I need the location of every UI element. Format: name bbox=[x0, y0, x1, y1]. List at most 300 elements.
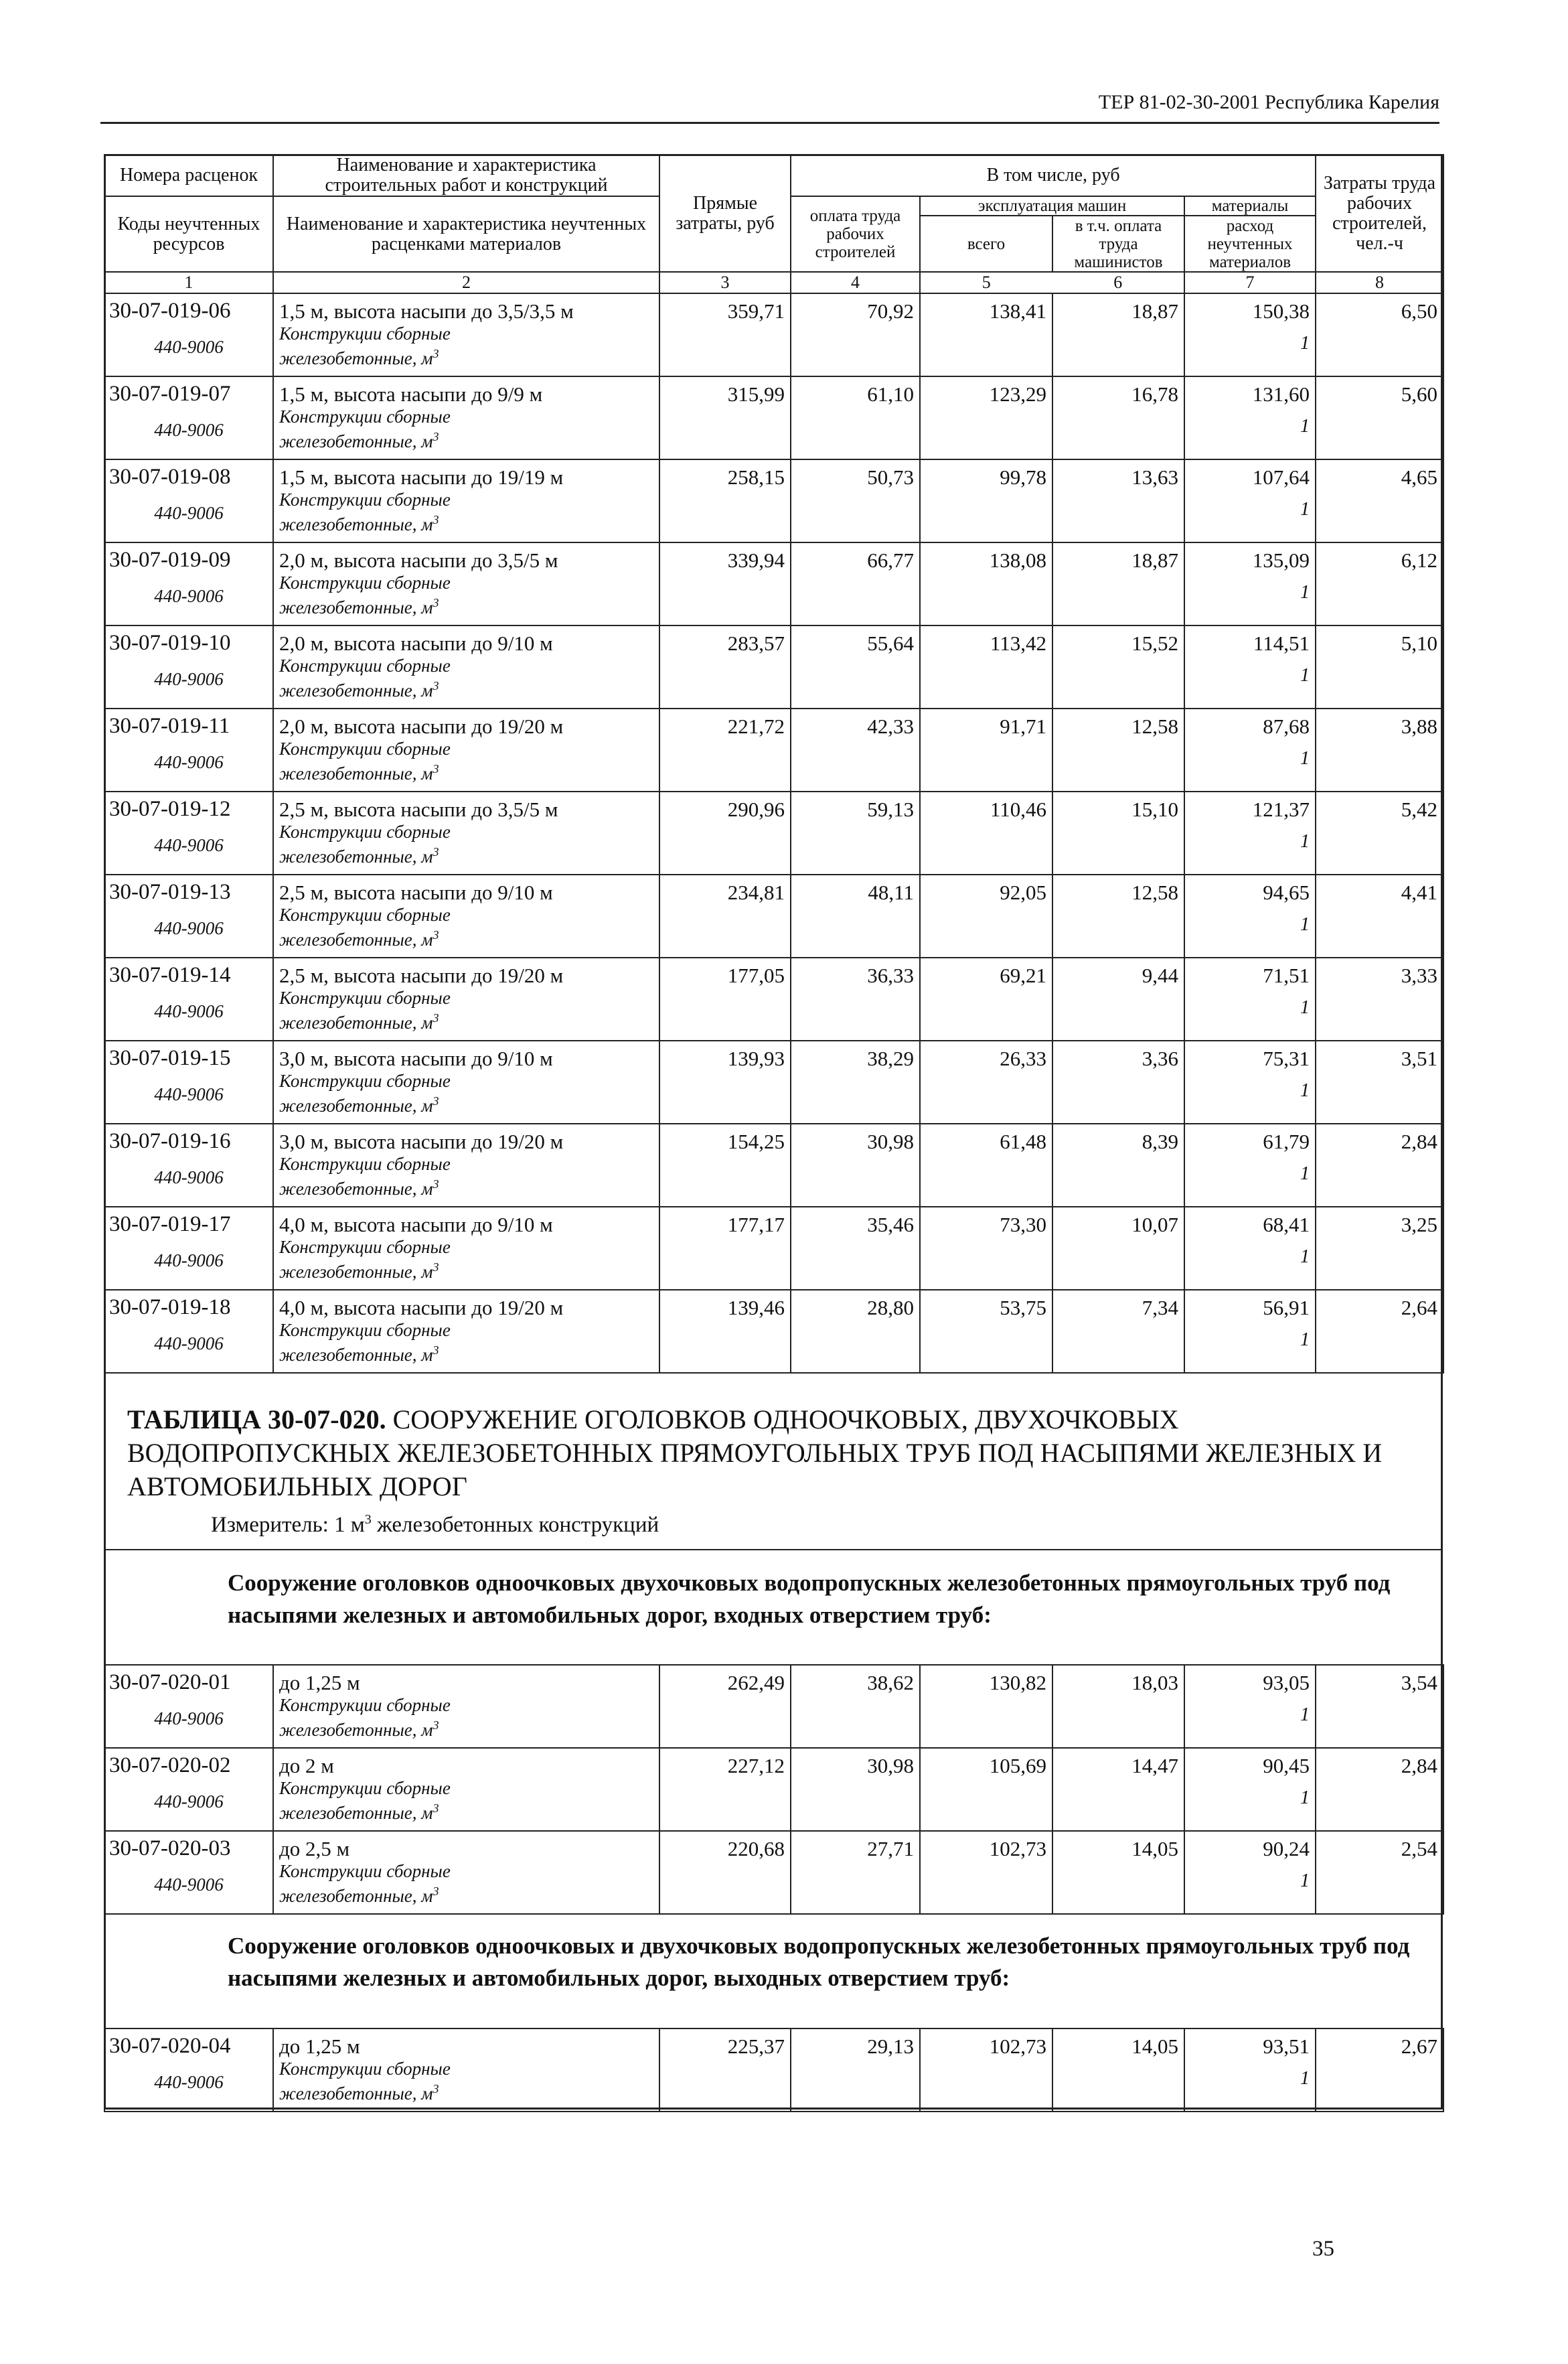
machine-cost: 113,42 bbox=[920, 625, 1052, 709]
rate-code-cell bbox=[104, 1290, 273, 1373]
machine-cost: 92,05 bbox=[920, 875, 1052, 958]
labor-hours: 3,54 bbox=[1316, 1665, 1443, 1748]
resource-name-text: железобетонные, м bbox=[279, 1345, 433, 1365]
header-labor: оплата труда рабочих строителей bbox=[791, 196, 920, 272]
rate-name: 1,5 м, высота насыпи до 3,5/3,5 м bbox=[279, 299, 574, 323]
materials-cell bbox=[1184, 1124, 1316, 1207]
resource-name-text: железобетонные, м bbox=[279, 1096, 433, 1116]
labor-cost: 61,10 bbox=[791, 376, 920, 459]
labor-hours: 2,84 bbox=[1316, 1124, 1443, 1207]
labor-hours: 3,25 bbox=[1316, 1207, 1443, 1290]
labor-cost: 48,11 bbox=[791, 875, 920, 958]
rate-code-cell bbox=[104, 459, 273, 542]
rate-name: 2,5 м, высота насыпи до 19/20 м bbox=[279, 964, 564, 987]
header-machines: эксплуатация машин bbox=[920, 196, 1184, 216]
rate-name-cell bbox=[273, 1665, 659, 1748]
resource-name-line1: Конструкции сборные bbox=[279, 1695, 451, 1715]
materials-cost: 61,79 bbox=[1263, 1130, 1310, 1153]
measure-sup: 3 bbox=[364, 1512, 372, 1527]
resource-name-line2 bbox=[279, 842, 653, 867]
resource-quantity: 1 bbox=[1300, 582, 1310, 603]
rate-code-cell bbox=[104, 542, 273, 625]
resource-name-line1: Конструкции сборные bbox=[279, 1320, 451, 1340]
materials-cell bbox=[1184, 542, 1316, 625]
rate-name: до 1,25 м bbox=[279, 2035, 360, 2058]
resource-code: 440-9006 bbox=[154, 1167, 224, 1187]
table-row bbox=[104, 1041, 1443, 1124]
materials-cell bbox=[1184, 709, 1316, 792]
resource-unit-sup: 3 bbox=[433, 845, 439, 859]
materials-cost: 68,41 bbox=[1263, 1213, 1310, 1236]
rate-name-cell bbox=[273, 709, 659, 792]
operator-labor-cost: 16,78 bbox=[1052, 376, 1184, 459]
resource-name-line1: Конструкции сборные bbox=[279, 323, 451, 344]
rate-name: 2,0 м, высота насыпи до 3,5/5 м bbox=[279, 548, 558, 572]
operator-labor-cost: 18,87 bbox=[1052, 293, 1184, 376]
measure-unit bbox=[211, 1512, 659, 1538]
operator-labor-cost: 14,05 bbox=[1052, 2028, 1184, 2112]
rate-code-cell bbox=[104, 1665, 273, 1748]
rate-name: до 2,5 м bbox=[279, 1837, 350, 1860]
operator-labor-cost: 9,44 bbox=[1052, 958, 1184, 1041]
table-title-label: ТАБЛИЦА 30-07-020. bbox=[127, 1404, 386, 1434]
resource-unit-sup: 3 bbox=[433, 679, 439, 692]
resource-code: 440-9006 bbox=[154, 669, 224, 689]
measure-prefix: Измеритель: 1 м bbox=[211, 1513, 365, 1537]
rate-code: 30-07-019-18 bbox=[109, 1295, 231, 1319]
column-number bbox=[920, 272, 1184, 293]
table-row bbox=[104, 1665, 1443, 1748]
labor-cost: 38,62 bbox=[791, 1665, 920, 1748]
rate-name-cell bbox=[273, 376, 659, 459]
table-row bbox=[104, 459, 1443, 542]
resource-name-line2 bbox=[279, 344, 653, 368]
resource-name-line1: Конструкции сборные bbox=[279, 573, 451, 593]
resource-name-text: железобетонные, м bbox=[279, 680, 433, 700]
operator-labor-cost: 12,58 bbox=[1052, 709, 1184, 792]
table-row bbox=[104, 1207, 1443, 1290]
resource-name-line2 bbox=[279, 510, 653, 534]
labor-cost: 36,33 bbox=[791, 958, 920, 1041]
resource-name-line1: Конструкции сборные bbox=[279, 656, 451, 676]
resource-name-text: железобетонные, м bbox=[279, 2083, 433, 2103]
rate-code: 30-07-019-09 bbox=[109, 548, 231, 572]
labor-cost: 38,29 bbox=[791, 1041, 920, 1124]
table-row bbox=[104, 1831, 1443, 1914]
running-header: ТЕР 81-02-30-2001 Республика Карелия bbox=[1098, 91, 1439, 113]
resource-name-line1: Конструкции сборные bbox=[279, 1071, 451, 1091]
machine-cost: 53,75 bbox=[920, 1290, 1052, 1373]
resource-name-line1: Конструкции сборные bbox=[279, 739, 451, 759]
resource-code: 440-9006 bbox=[154, 918, 224, 938]
section-heading-outlet: Сооружение оголовков одноочковых и двухочковых водопропускных железобетонных прямоугольных труб под насыпями железных и автомобильных дорог, выходных отверстием труб: bbox=[228, 1933, 1410, 1991]
resource-quantity: 1 bbox=[1300, 748, 1310, 769]
operator-labor-cost: 15,52 bbox=[1052, 625, 1184, 709]
operator-labor-cost: 8,39 bbox=[1052, 1124, 1184, 1207]
machine-cost: 138,08 bbox=[920, 542, 1052, 625]
rate-code-cell bbox=[104, 875, 273, 958]
table-row bbox=[104, 709, 1443, 792]
materials-cost: 121,37 bbox=[1252, 798, 1310, 821]
resource-quantity: 1 bbox=[1300, 1704, 1310, 1725]
labor-hours: 5,60 bbox=[1316, 376, 1443, 459]
materials-cost: 71,51 bbox=[1263, 964, 1310, 987]
materials-cell bbox=[1184, 1041, 1316, 1124]
materials-cell bbox=[1184, 459, 1316, 542]
materials-cell bbox=[1184, 625, 1316, 709]
resource-name-line2 bbox=[279, 1174, 653, 1199]
resource-name-line2 bbox=[279, 1715, 653, 1740]
rate-code-cell bbox=[104, 792, 273, 875]
measure-suffix: железобетонных конструкций bbox=[371, 1513, 659, 1537]
direct-cost: 283,57 bbox=[659, 625, 791, 709]
direct-cost: 290,96 bbox=[659, 792, 791, 875]
resource-code: 440-9006 bbox=[154, 1874, 224, 1895]
labor-hours: 6,12 bbox=[1316, 542, 1443, 625]
rate-code: 30-07-020-02 bbox=[109, 1753, 231, 1777]
rate-name-cell bbox=[273, 792, 659, 875]
machine-cost: 105,69 bbox=[920, 1748, 1052, 1831]
materials-cell bbox=[1184, 1748, 1316, 1831]
resource-name-line2 bbox=[279, 1340, 653, 1365]
machine-cost: 73,30 bbox=[920, 1207, 1052, 1290]
resource-name-text: железобетонные, м bbox=[279, 1179, 433, 1199]
rate-name: 2,0 м, высота насыпи до 19/20 м bbox=[279, 715, 564, 738]
resource-name-text: железобетонные, м bbox=[279, 1262, 433, 1282]
rate-name-cell bbox=[273, 1831, 659, 1914]
rate-name: 1,5 м, высота насыпи до 19/19 м bbox=[279, 465, 564, 489]
operator-labor-cost: 10,07 bbox=[1052, 1207, 1184, 1290]
labor-hours: 6,50 bbox=[1316, 293, 1443, 376]
operator-labor-cost: 3,36 bbox=[1052, 1041, 1184, 1124]
rate-name: до 2 м bbox=[279, 1754, 334, 1777]
direct-cost: 154,25 bbox=[659, 1124, 791, 1207]
rate-name-cell bbox=[273, 293, 659, 376]
direct-cost: 177,05 bbox=[659, 958, 791, 1041]
rate-code: 30-07-019-12 bbox=[109, 797, 231, 821]
direct-cost: 225,37 bbox=[659, 2028, 791, 2112]
resource-name-line1: Конструкции сборные bbox=[279, 1154, 451, 1174]
machine-cost: 138,41 bbox=[920, 293, 1052, 376]
materials-cost: 75,31 bbox=[1263, 1047, 1310, 1070]
table-title bbox=[127, 1403, 1439, 1503]
operator-labor-cost: 13,63 bbox=[1052, 459, 1184, 542]
direct-cost: 139,93 bbox=[659, 1041, 791, 1124]
header-direct: Прямые затраты, руб bbox=[659, 155, 791, 272]
materials-cost: 135,09 bbox=[1252, 548, 1310, 572]
labor-cost: 28,80 bbox=[791, 1290, 920, 1373]
header-machines-total: всего bbox=[920, 216, 1052, 272]
section-heading-inlet: Сооружение оголовков одноочковых двухочковых водопропускных железобетонных прямоугольных труб под насыпями железных и автомобильных дорог, входных отверстием труб: bbox=[228, 1570, 1391, 1628]
header-name-bottom: Наименование и характеристика неучтенных расценками материалов bbox=[273, 196, 659, 272]
materials-cost: 94,65 bbox=[1263, 881, 1310, 904]
resource-name-text: железобетонные, м bbox=[279, 930, 433, 950]
rate-code-cell bbox=[104, 709, 273, 792]
resource-quantity: 1 bbox=[1300, 1329, 1310, 1350]
resource-quantity: 1 bbox=[1300, 1080, 1310, 1101]
resource-quantity: 1 bbox=[1300, 1246, 1310, 1267]
resource-quantity: 1 bbox=[1300, 499, 1310, 520]
labor-cost: 30,98 bbox=[791, 1124, 920, 1207]
materials-cost: 90,45 bbox=[1263, 1754, 1310, 1777]
resource-code: 440-9006 bbox=[154, 1250, 224, 1270]
operator-labor-cost: 15,10 bbox=[1052, 792, 1184, 875]
column-number: 4 bbox=[791, 272, 920, 293]
resource-name-line2 bbox=[279, 1257, 653, 1282]
resource-unit-sup: 3 bbox=[433, 2082, 439, 2095]
resource-name-text: железобетонные, м bbox=[279, 348, 433, 368]
direct-cost: 262,49 bbox=[659, 1665, 791, 1748]
rate-code-cell bbox=[104, 1748, 273, 1831]
labor-hours: 3,88 bbox=[1316, 709, 1443, 792]
table-row bbox=[104, 293, 1443, 376]
resource-quantity: 1 bbox=[1300, 1787, 1310, 1808]
resource-name-line1: Конструкции сборные bbox=[279, 2059, 451, 2079]
resource-quantity: 1 bbox=[1300, 2068, 1310, 2089]
rate-code: 30-07-019-10 bbox=[109, 631, 231, 655]
page-number: 35 bbox=[1312, 2237, 1334, 2261]
machine-cost: 130,82 bbox=[920, 1665, 1052, 1748]
resource-name-line2 bbox=[279, 1091, 653, 1116]
resource-name-line2 bbox=[279, 593, 653, 617]
column-number: 7 bbox=[1184, 272, 1316, 293]
resource-name-line2 bbox=[279, 2079, 653, 2103]
resource-name-text: железобетонные, м bbox=[279, 1720, 433, 1740]
direct-cost: 227,12 bbox=[659, 1748, 791, 1831]
rate-name-cell bbox=[273, 1124, 659, 1207]
header-code-top: Номера расценок bbox=[104, 155, 273, 196]
resource-unit-sup: 3 bbox=[433, 1885, 439, 1898]
resource-name-line2 bbox=[279, 1008, 653, 1033]
rate-name-cell bbox=[273, 625, 659, 709]
resource-name-line2 bbox=[279, 676, 653, 700]
table-row bbox=[104, 2028, 1443, 2112]
direct-cost: 177,17 bbox=[659, 1207, 791, 1290]
rate-code-cell bbox=[104, 293, 273, 376]
resource-code: 440-9006 bbox=[154, 752, 224, 772]
resource-unit-sup: 3 bbox=[433, 513, 439, 526]
operator-labor-cost: 18,03 bbox=[1052, 1665, 1184, 1748]
materials-cell bbox=[1184, 792, 1316, 875]
labor-cost: 30,98 bbox=[791, 1748, 920, 1831]
labor-hours: 4,65 bbox=[1316, 459, 1443, 542]
rates-table-020-inlet bbox=[104, 1664, 1444, 1915]
rate-code-cell bbox=[104, 2028, 273, 2112]
rate-code-cell bbox=[104, 376, 273, 459]
rate-name-cell bbox=[273, 875, 659, 958]
table-row bbox=[104, 1748, 1443, 1831]
resource-name-line1: Конструкции сборные bbox=[279, 1778, 451, 1798]
header-materials: материалы bbox=[1184, 196, 1316, 216]
labor-hours: 2,67 bbox=[1316, 2028, 1443, 2112]
rate-code: 30-07-019-16 bbox=[109, 1129, 231, 1153]
materials-cost: 56,91 bbox=[1263, 1296, 1310, 1319]
direct-cost: 258,15 bbox=[659, 459, 791, 542]
resource-unit-sup: 3 bbox=[433, 347, 439, 360]
resource-quantity: 1 bbox=[1300, 333, 1310, 354]
column-number: 5 bbox=[982, 273, 991, 292]
materials-cost: 107,64 bbox=[1252, 465, 1310, 489]
rate-code-cell bbox=[104, 1207, 273, 1290]
rate-name-cell bbox=[273, 1207, 659, 1290]
resource-code: 440-9006 bbox=[154, 586, 224, 606]
labor-cost: 29,13 bbox=[791, 2028, 920, 2112]
rate-code-cell bbox=[104, 1831, 273, 1914]
resource-unit-sup: 3 bbox=[433, 762, 439, 775]
resource-name-line1: Конструкции сборные bbox=[279, 988, 451, 1008]
operator-labor-cost: 14,05 bbox=[1052, 1831, 1184, 1914]
column-numbers-row bbox=[104, 272, 1443, 293]
rate-code: 30-07-019-11 bbox=[109, 714, 230, 738]
resource-name-text: железобетонные, м bbox=[279, 514, 433, 534]
resource-unit-sup: 3 bbox=[433, 1801, 439, 1815]
measure-rule bbox=[104, 1549, 1443, 1550]
machine-cost: 99,78 bbox=[920, 459, 1052, 542]
rates-020-outlet-body bbox=[104, 2028, 1443, 2112]
header-materials-spend: расход неучтенных материалов bbox=[1184, 216, 1316, 272]
labor-hours: 3,33 bbox=[1316, 958, 1443, 1041]
resource-code: 440-9006 bbox=[154, 1084, 224, 1104]
resource-name-line2 bbox=[279, 1798, 653, 1823]
rate-name-cell bbox=[273, 542, 659, 625]
labor-cost: 50,73 bbox=[791, 459, 920, 542]
table-row bbox=[104, 1124, 1443, 1207]
materials-cell bbox=[1184, 958, 1316, 1041]
rate-code: 30-07-019-13 bbox=[109, 880, 231, 904]
rate-name: 4,0 м, высота насыпи до 9/10 м bbox=[279, 1213, 553, 1236]
table-row bbox=[104, 958, 1443, 1041]
rate-code-cell bbox=[104, 625, 273, 709]
resource-quantity: 1 bbox=[1300, 914, 1310, 935]
column-number: 2 bbox=[273, 272, 659, 293]
rate-name-cell bbox=[273, 2028, 659, 2112]
materials-cell bbox=[1184, 1831, 1316, 1914]
resource-name-text: железобетонные, м bbox=[279, 1013, 433, 1033]
resource-unit-sup: 3 bbox=[433, 1177, 439, 1191]
rate-code: 30-07-019-08 bbox=[109, 465, 231, 489]
machine-cost: 123,29 bbox=[920, 376, 1052, 459]
machine-cost: 26,33 bbox=[920, 1041, 1052, 1124]
rate-code-cell bbox=[104, 1041, 273, 1124]
labor-hours: 2,84 bbox=[1316, 1748, 1443, 1831]
header-code-bottom: Коды неучтенных ресурсов bbox=[104, 196, 273, 272]
resource-name-line1: Конструкции сборные bbox=[279, 490, 451, 510]
direct-cost: 139,46 bbox=[659, 1290, 791, 1373]
rate-name: 1,5 м, высота насыпи до 9/9 м bbox=[279, 382, 543, 406]
rates-table-020-outlet bbox=[104, 2028, 1444, 2112]
labor-cost: 70,92 bbox=[791, 293, 920, 376]
operator-labor-cost: 18,87 bbox=[1052, 542, 1184, 625]
resource-unit-sup: 3 bbox=[433, 430, 439, 443]
labor-hours: 2,64 bbox=[1316, 1290, 1443, 1373]
table-row bbox=[104, 625, 1443, 709]
materials-cost: 87,68 bbox=[1263, 715, 1310, 738]
rate-name: 2,5 м, высота насыпи до 9/10 м bbox=[279, 881, 553, 904]
labor-cost: 59,13 bbox=[791, 792, 920, 875]
materials-cost: 150,38 bbox=[1252, 299, 1310, 323]
resource-name-text: железобетонные, м bbox=[279, 1886, 433, 1906]
direct-cost: 234,81 bbox=[659, 875, 791, 958]
column-number: 1 bbox=[104, 272, 273, 293]
rate-code: 30-07-019-07 bbox=[109, 382, 231, 406]
rate-name-cell bbox=[273, 958, 659, 1041]
resource-name-text: железобетонные, м bbox=[279, 1803, 433, 1823]
resource-quantity: 1 bbox=[1300, 831, 1310, 852]
resource-code: 440-9006 bbox=[154, 1708, 224, 1728]
labor-cost: 42,33 bbox=[791, 709, 920, 792]
resource-quantity: 1 bbox=[1300, 1163, 1310, 1184]
machine-cost: 69,21 bbox=[920, 958, 1052, 1041]
resource-code: 440-9006 bbox=[154, 1791, 224, 1812]
materials-cost: 93,51 bbox=[1263, 2035, 1310, 2058]
resource-code: 440-9006 bbox=[154, 503, 224, 523]
resource-name-line1: Конструкции сборные bbox=[279, 1861, 451, 1881]
direct-cost: 359,71 bbox=[659, 293, 791, 376]
materials-cell bbox=[1184, 1290, 1316, 1373]
resource-name-line2 bbox=[279, 427, 653, 451]
rates-019-body bbox=[104, 293, 1443, 1373]
materials-cell bbox=[1184, 376, 1316, 459]
resource-quantity: 1 bbox=[1300, 416, 1310, 437]
machine-cost: 91,71 bbox=[920, 709, 1052, 792]
header-rule bbox=[100, 122, 1439, 124]
rates-020-inlet-body bbox=[104, 1665, 1443, 1914]
resource-code: 440-9006 bbox=[154, 1333, 224, 1353]
materials-cell bbox=[1184, 293, 1316, 376]
machine-cost: 102,73 bbox=[920, 2028, 1052, 2112]
resource-quantity: 1 bbox=[1300, 665, 1310, 686]
rate-code: 30-07-019-06 bbox=[109, 299, 231, 323]
rate-code-cell bbox=[104, 1124, 273, 1207]
header-incl: В том числе, руб bbox=[791, 155, 1316, 196]
rate-name: 4,0 м, высота насыпи до 19/20 м bbox=[279, 1296, 564, 1319]
column-number: 3 bbox=[659, 272, 791, 293]
rate-name-cell bbox=[273, 1041, 659, 1124]
rate-code: 30-07-020-04 bbox=[109, 2034, 231, 2058]
operator-labor-cost: 12,58 bbox=[1052, 875, 1184, 958]
rate-code: 30-07-019-17 bbox=[109, 1212, 231, 1236]
resource-unit-sup: 3 bbox=[433, 1260, 439, 1274]
resource-unit-sup: 3 bbox=[433, 1343, 439, 1357]
rate-name: 3,0 м, высота насыпи до 9/10 м bbox=[279, 1047, 553, 1070]
table-row bbox=[104, 875, 1443, 958]
labor-hours: 3,51 bbox=[1316, 1041, 1443, 1124]
rate-code: 30-07-020-03 bbox=[109, 1836, 231, 1860]
resource-quantity: 1 bbox=[1300, 997, 1310, 1018]
labor-cost: 27,71 bbox=[791, 1831, 920, 1914]
labor-hours: 4,41 bbox=[1316, 875, 1443, 958]
rate-name-cell bbox=[273, 1290, 659, 1373]
resource-unit-sup: 3 bbox=[433, 596, 439, 609]
header-machines-labor: в т.ч. оплата труда машинистов bbox=[1052, 216, 1184, 272]
direct-cost: 220,68 bbox=[659, 1831, 791, 1914]
rate-name: 2,5 м, высота насыпи до 3,5/5 м bbox=[279, 798, 558, 821]
header-name-top: Наименование и характеристика строительных работ и конструкций bbox=[273, 155, 659, 196]
materials-cell bbox=[1184, 2028, 1316, 2112]
materials-cell bbox=[1184, 1207, 1316, 1290]
rate-name-cell bbox=[273, 1748, 659, 1831]
table-title-text: СООРУЖЕНИЕ ОГОЛОВКОВ ОДНООЧКОВЫХ, ДВУХОЧКОВЫХ ВОДОПРОПУСКНЫХ ЖЕЛЕЗОБЕТОННЫХ ПРЯМОУГОЛЬНЫХ ТРУБ ПОД НАСЫПЯМИ ЖЕЛЕЗНЫХ И АВТОМОБИЛЬНЫХ ДОРОГ bbox=[127, 1404, 1383, 1501]
rate-name: 2,0 м, высота насыпи до 9/10 м bbox=[279, 632, 553, 655]
machine-cost: 102,73 bbox=[920, 1831, 1052, 1914]
direct-cost: 221,72 bbox=[659, 709, 791, 792]
direct-cost: 315,99 bbox=[659, 376, 791, 459]
resource-unit-sup: 3 bbox=[433, 928, 439, 942]
materials-cost: 93,05 bbox=[1263, 1671, 1310, 1694]
machine-cost: 61,48 bbox=[920, 1124, 1052, 1207]
resource-code: 440-9006 bbox=[154, 2072, 224, 2092]
resource-quantity: 1 bbox=[1300, 1870, 1310, 1891]
